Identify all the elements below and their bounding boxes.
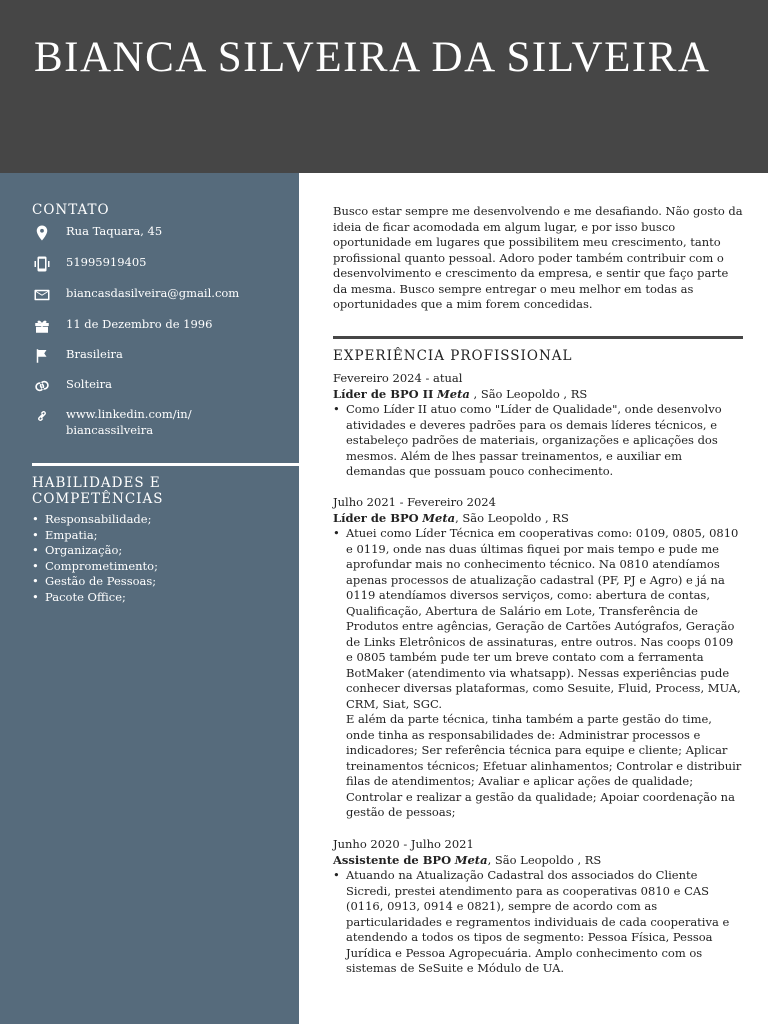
gift-icon: [32, 317, 52, 335]
job-description: • Atuando na Atualização Cadastral dos associados do Cliente Sicredi, prestei atendimento para as cooperativas 0810 e CAS (0116, 0913, 0914 e 0821), sempre de acordo com as particularidades e regramentos individuais de cada cooperativa e atendendo a todos os tipos de segmento: Pessoa Física, Pessoa Jurídica e Pessoa Agropecuária. Amplo conhecimento com os sistemas de SeSuite e Módulo de UA.: [333, 868, 743, 977]
skill-item: • Gestão de Pessoas;: [32, 574, 158, 590]
contact-text: Solteira: [66, 377, 112, 391]
job-period: Junho 2020 - Julho 2021: [333, 837, 474, 851]
contact-birthday: [32, 317, 282, 335]
flag-icon: [32, 347, 52, 365]
job-heading: [333, 387, 743, 403]
contact-marital-status: [32, 377, 282, 395]
sidebar: [0, 173, 299, 1024]
job-heading: [333, 511, 743, 527]
job-company: Meta: [422, 510, 456, 525]
skills-list: [32, 512, 158, 605]
location-pin-icon: [32, 224, 52, 242]
job-entry: [333, 495, 743, 821]
job-period: Fevereiro 2024 - atual: [333, 371, 463, 385]
job-entry: [333, 837, 743, 977]
job-period: Julho 2021 - Fevereiro 2024: [333, 495, 496, 509]
skill-item: • Organização;: [32, 543, 158, 559]
contact-text: 11 de Dezembro de 1996: [66, 317, 213, 331]
skill-item: • Comprometimento;: [32, 559, 158, 575]
job-company: Meta: [454, 852, 488, 867]
contact-nationality: [32, 347, 282, 365]
rings-icon: [32, 377, 52, 395]
job-role: Líder de BPO: [333, 510, 419, 525]
job-location: , São Leopoldo , RS: [487, 852, 602, 867]
contact-phone: [32, 255, 282, 273]
contact-linkedin[interactable]: [32, 407, 222, 438]
contact-text: Brasileira: [66, 347, 123, 361]
job-company: Meta: [437, 386, 470, 401]
skill-item: • Responsabilidade;: [32, 512, 158, 528]
linkedin-link[interactable]: www.linkedin.com/in/ biancassilveira: [66, 407, 192, 437]
job-location: , São Leopoldo , RS: [469, 386, 588, 401]
job-role: Assistente de BPO: [333, 852, 452, 867]
profile-summary: Busco estar sempre me desenvolvendo e me desafiando. Não gosto da ideia de ficar acomodada em algum lugar, e por isso busco oportunidade em lugares que possibilitem meu crescimento, tanto profissional quanto pessoal. Adoro poder também contribuir com o desenvolvimento e crescimento da empresa, e sentir que faço parte da mesma. Busco sempre entregar o meu melhor em todas as oportunidades que a mim forem concedidas.: [333, 204, 743, 311]
contact-email: [32, 286, 282, 304]
job-entry: [333, 371, 743, 480]
job-location: , São Leopoldo , RS: [455, 510, 569, 525]
link-icon: [32, 407, 52, 425]
header-banner: [0, 0, 768, 173]
job-role: Líder de BPO II: [333, 386, 434, 401]
contact-address: [32, 224, 282, 242]
phone-icon: [32, 255, 52, 273]
contact-section-title: CONTATO: [32, 202, 110, 218]
contact-text: Rua Taquara, 45: [66, 224, 163, 238]
contact-text: 51995919405: [66, 255, 147, 269]
skill-item: • Empatia;: [32, 528, 158, 544]
skills-section-title: HABILIDADES E COMPETÊNCIAS: [32, 475, 164, 507]
job-description: • Atuei como Líder Técnica em cooperativas como: 0109, 0805, 0810 e 0119, onde nas duas últimas fiquei por mais tempo e pude me aprofundar mais no conhecimento técnico. Na 0810 atendíamos apenas processos de atualização cadastral (PF, PJ e Agro) e já na 0119 atendíamos diversos serviços, como: abertura de contas, Qualificação, Abertura de Salário em Lote, Transferência de Produtos entre agências, Geração de Cartões Autógrafos, Geração de Links Eletrônicos de assinaturas, entre outros. Nas coops 0109 e 0805 também pude ter um breve contato com a ferramenta BotMaker (atendimento via whatsapp). Nessas experiências pude conhecer diversas plataformas, como Sesuite, Fluid, Process, MUA, CRM, Siat, SGC.: [333, 526, 743, 712]
job-description-continued: E além da parte técnica, tinha também a parte gestão do time, onde tinha as responsabilidades de: Administrar processos e indicadores; Ser referência técnica para equipe e cliente; Aplicar treinamentos técnicos; Efetuar alinhamentos; Controlar e distribuir filas de atendimentos; Avaliar e aplicar ações de qualidade; Controlar e realizar a gestão da qualidade; Apoiar coordenação na gestão de pessoas;: [346, 712, 742, 819]
job-description: • Como Líder II atuo como "Líder de Qualidade", onde desenvolvo atividades e deveres padrões para os demais líderes técnicos, e estabeleço padrões de materiais, organizações e aplicações dos mesmos. Além de lhes passar treinamentos, e auxiliar em demandas que possuam pouco conhecimento.: [333, 402, 743, 480]
section-divider: [333, 336, 743, 339]
job-heading: [333, 853, 743, 869]
mail-icon: [32, 286, 52, 304]
experience-section-title: EXPERIÊNCIA PROFISSIONAL: [333, 348, 573, 364]
skill-item: • Pacote Office;: [32, 590, 158, 606]
sidebar-divider: [32, 463, 299, 466]
contact-text: biancasdasilveira@gmail.com: [66, 286, 240, 300]
candidate-name: BIANCA SILVEIRA DA SILVEIRA: [34, 34, 711, 81]
